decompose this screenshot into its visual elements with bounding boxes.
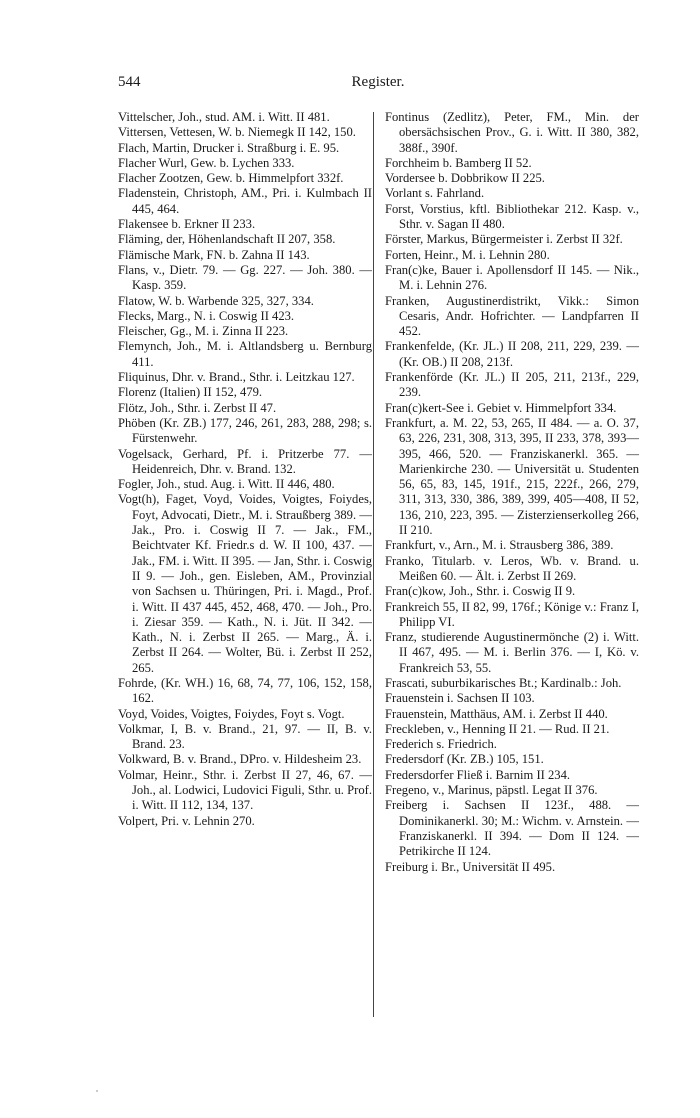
- index-entry: Fogler, Joh., stud. Aug. i. Witt. II 446, 480.: [118, 477, 335, 492]
- index-entry: Vittersen, Vettesen, W. b. Niemegk II 142, 150.: [118, 125, 356, 140]
- index-column-left: [118, 110, 372, 829]
- index-entry: Frankfurt, a. M. 22, 53, 265, II 484. — a. O. 37, 63, 226, 231, 308, 313, 395, II 233, 378, 393—395, 466, 520. — Franziskanerkl. 365. — Marienkirche 230. — Universität u. Studenten 56, 65, 83, 145, 191f., 215, 222f., 266, 279, 311, 313, 330, 386, 389, 399, 405—408, II 52, 136, 210, 223, 395. — Zisterzienserkolleg 266, II 210.: [385, 415, 639, 538]
- index-entry: Flacher Wurl, Gew. b. Lychen 333.: [118, 155, 295, 170]
- page-header: [118, 74, 638, 96]
- index-entry: Freckleben, v., Henning II 21. — Rud. II 21.: [385, 721, 610, 736]
- index-entry: Fohrde, (Kr. WH.) 16, 68, 74, 77, 106, 152, 158, 162.: [118, 675, 372, 706]
- index-entry: Frederich s. Friedrich.: [385, 737, 497, 752]
- index-entry: Vogt(h), Faget, Voyd, Voides, Voigtes, Foiydes, Foyt, Advocati, Dietr., M. i. Straußberg 389. — Jak., Pro. i. Coswig II 7. — Jak., FM., Beichtvater Kf. Friedr.s d. W. II 100, 437. — Jak., FM. i. Witt. II 395. — Jan, Sthr. i. Coswig II 9. — Joh., gen. Eisleben, AM., Provinzial von Sachsen u. Thüringen, Pri. i. Magd., Prof. i. Witt. II 437 445, 452, 468, 470. — Joh., Pro. i. Ziesar 359. — Kath., N. i. Jüt. II 342. — Kath., N. i. Zerbst II 265. — Marg., Ä. i. Zerbst II 264. — Wolter, Bü. i. Zerbst II 252, 265.: [118, 492, 372, 675]
- index-entry: Fran(c)kow, Joh., Sthr. i. Coswig II 9.: [385, 584, 576, 599]
- index-entry: Fregeno, v., Marinus, päpstl. Legat II 376.: [385, 783, 598, 798]
- index-entry: Florenz (Italien) II 152, 479.: [118, 385, 263, 400]
- index-entry: Volpert, Pri. v. Lehnin 270.: [118, 813, 255, 828]
- column-divider: [373, 112, 374, 1017]
- index-entry: Fran(c)ke, Bauer i. Apollensdorf II 145. — Nik., M. i. Lehnin 276.: [385, 262, 639, 293]
- index-entry: Vorlant s. Fahrland.: [385, 186, 485, 201]
- index-entry: Flach, Martin, Drucker i. Straßburg i. E. 95.: [118, 140, 340, 155]
- index-entry: Flämische Mark, FN. b. Zahna II 143.: [118, 247, 310, 262]
- index-entry: Frankenfelde, (Kr. JL.) II 208, 211, 229, 239. — (Kr. OB.) II 208, 213f.: [385, 339, 639, 369]
- index-entry: Frankreich 55, II 82, 99, 176f.; Könige v.: Franz I, Philipp VI.: [385, 599, 639, 629]
- index-entry: Fran(c)kert-See i. Gebiet v. Himmelpfort 334.: [385, 400, 617, 415]
- index-entry: Franko, Titularb. v. Leros, Wb. v. Brand. u. Meißen 60. — Ält. i. Zerbst II 269.: [385, 553, 639, 583]
- index-entry: Flecks, Marg., N. i. Coswig II 423.: [118, 308, 295, 323]
- running-head: Register.: [351, 74, 405, 90]
- index-entry: Volkmar, I, B. v. Brand., 21, 97. — II, B. v. Brand. 23.: [118, 721, 372, 752]
- index-entry: Volkward, B. v. Brand., DPro. v. Hildesheim 23.: [118, 752, 362, 767]
- page-number: 544: [118, 74, 141, 90]
- index-entry: Frankfurt, v., Arn., M. i. Strausberg 386, 389.: [385, 538, 614, 553]
- index-entry: Frauenstein, Matthäus, AM. i. Zerbst II 440.: [385, 706, 608, 721]
- index-entry: Vittelscher, Joh., stud. AM. i. Witt. II 481.: [118, 110, 330, 124]
- page-speck: [96, 1090, 98, 1092]
- index-entry: Flakensee b. Erkner II 233.: [118, 217, 256, 232]
- index-entry: Franken, Augustinerdistrikt, Vikk.: Simon Cesaris, Andr. Hofrichter. — Landpfarren II 452.: [385, 293, 639, 339]
- index-entry: Flacher Zootzen, Gew. b. Himmelpfort 332f.: [118, 171, 344, 186]
- index-entry: Freiberg i. Sachsen II 123f., 488. — Dominikanerkl. 30; M.: Wichm. v. Arnstein. — Franziskanerkl. II 394. — Dom II 124. — Petrikirche II 124.: [385, 798, 639, 859]
- index-entry: Flans, v., Dietr. 79. — Gg. 227. — Joh. 380. — Kasp. 359.: [118, 262, 372, 293]
- index-column-right: [385, 110, 639, 875]
- index-entry: Phöben (Kr. ZB.) 177, 246, 261, 283, 288, 298; s. Fürstenwehr.: [118, 415, 372, 446]
- index-entry: Forst, Vorstius, kftl. Bibliothekar 212. Kasp. v., Sthr. v. Sagan II 480.: [385, 201, 639, 232]
- index-entry: Fladenstein, Christoph, AM., Pri. i. Kulmbach II 445, 464.: [118, 186, 372, 216]
- index-entry: Flemynch, Joh., M. i. Altlandsberg u. Bernburg 411.: [118, 339, 372, 369]
- index-entry: Vordersee b. Dobbrikow II 225.: [385, 171, 545, 186]
- index-entry: Fleischer, Gg., M. i. Zinna II 223.: [118, 324, 289, 339]
- index-entry: Voyd, Voides, Voigtes, Foiydes, Foyt s. Vogt.: [118, 706, 345, 721]
- index-entry: Frankenförde (Kr. JL.) II 205, 211, 213f., 229, 239.: [385, 370, 639, 400]
- index-entry: Volmar, Heinr., Sthr. i. Zerbst II 27, 46, 67. — Joh., al. Lodwici, Ludovici Figuli, Sthr. u. Prof. i. Witt. II 112, 134, 137.: [118, 767, 372, 813]
- index-entry: Frauenstein i. Sachsen II 103.: [385, 691, 535, 706]
- index-entry: Fläming, der, Höhenlandschaft II 207, 358.: [118, 232, 336, 247]
- index-entry: Flatow, W. b. Warbende 325, 327, 334.: [118, 293, 314, 308]
- index-entry: Forchheim b. Bamberg II 52.: [385, 155, 532, 170]
- index-entry: Fredersdorf (Kr. ZB.) 105, 151.: [385, 752, 544, 767]
- index-entry: Fontinus (Zedlitz), Peter, FM., Min. der obersächsischen Prov., G. i. Witt. II 380, 382, 388f., 390f.: [385, 110, 639, 155]
- index-entry: Förster, Markus, Bürgermeister i. Zerbst II 32f.: [385, 232, 623, 247]
- index-entry: Forten, Heinr., M. i. Lehnin 280.: [385, 247, 550, 262]
- index-entry: Frascati, suburbikarisches Bt.; Kardinalb.: Joh.: [385, 675, 622, 690]
- index-entry: Flötz, Joh., Sthr. i. Zerbst II 47.: [118, 400, 277, 415]
- index-entry: Vogelsack, Gerhard, Pf. i. Pritzerbe 77. — Heidenreich, Dhr. v. Brand. 132.: [118, 446, 372, 476]
- index-entry: Freiburg i. Br., Universität II 495.: [385, 859, 556, 874]
- index-entry: Franz, studierende Augustinermönche (2) i. Witt. II 467, 495. — M. i. Berlin 376. — I, Kö. v. Frankreich 53, 55.: [385, 630, 639, 675]
- index-entry: Fredersdorfer Fließ i. Barnim II 234.: [385, 767, 571, 782]
- index-entry: Fliquinus, Dhr. v. Brand., Sthr. i. Leitzkau 127.: [118, 370, 355, 385]
